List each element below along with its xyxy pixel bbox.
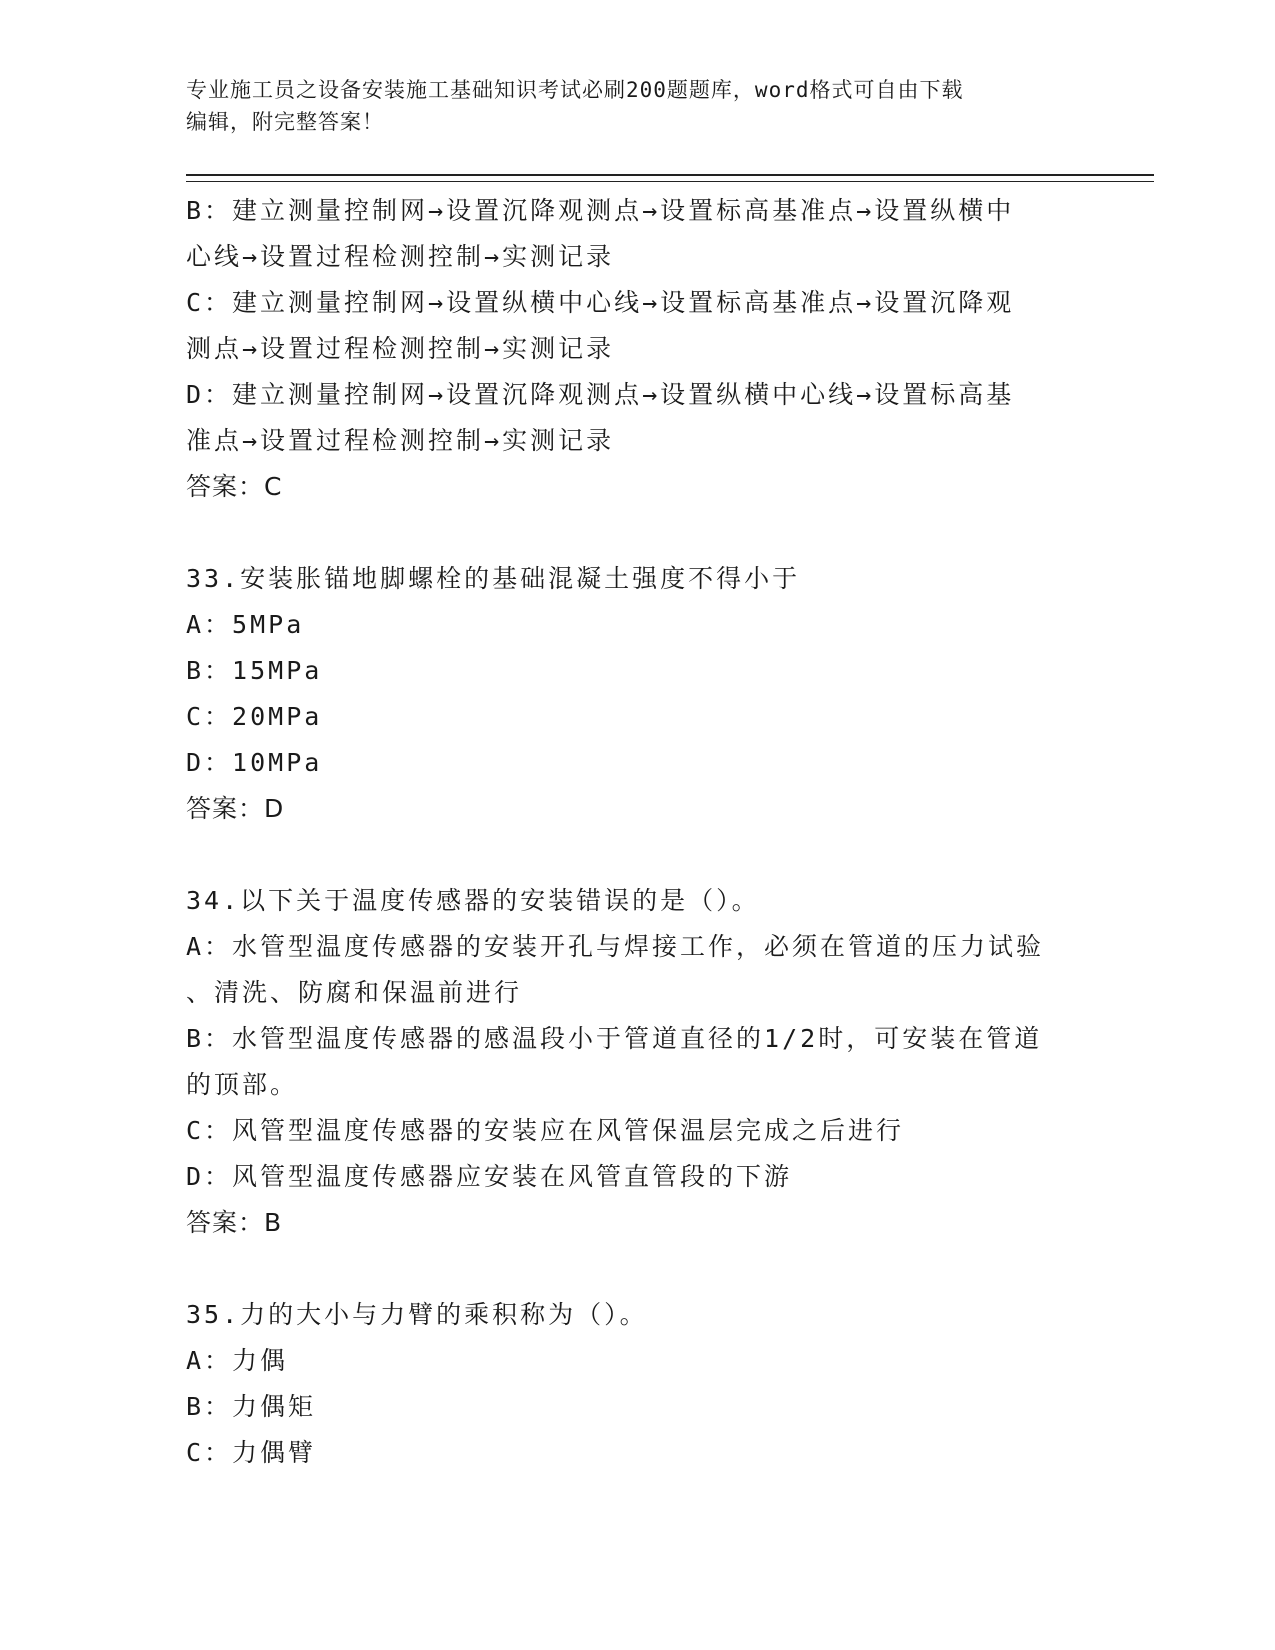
option-c-line-1: C：建立测量控制网→设置纵横中心线→设置标高基准点→设置沉降观 <box>186 288 1015 317</box>
option-d: D：10MPa <box>186 748 323 777</box>
option-b-line-1: B：水管型温度传感器的感温段小于管道直径的1/2时，可安装在管道 <box>186 1024 1043 1053</box>
option-b: B：15MPa <box>186 656 323 685</box>
option-b-line-1: B：建立测量控制网→设置沉降观测点→设置标高基准点→设置纵横中 <box>186 196 1015 225</box>
header-line-2: 编辑，附完整答案！ <box>186 110 384 134</box>
spacer <box>186 1246 1086 1292</box>
option-c: C：力偶臂 <box>186 1438 317 1467</box>
answer-line: 答案：B <box>186 1208 283 1237</box>
question-title: 35.力的大小与力臂的乘积称为（）。 <box>186 1300 648 1329</box>
option-a-line-2: 、清洗、防腐和保温前进行 <box>186 978 523 1007</box>
option-b-line-2: 心线→设置过程检测控制→实测记录 <box>186 242 615 271</box>
option-c-line-2: 测点→设置过程检测控制→实测记录 <box>186 334 615 363</box>
option-a: A：5MPa <box>186 610 305 639</box>
document-header <box>186 74 1086 138</box>
option-a-line-1: A：水管型温度传感器的安装开孔与焊接工作，必须在管道的压力试验 <box>186 932 1045 961</box>
question-title: 33.安装胀锚地脚螺栓的基础混凝土强度不得小于 <box>186 564 801 593</box>
header-rule-thin <box>186 181 1154 182</box>
option-c: C：风管型温度传感器的安装应在风管保温层完成之后进行 <box>186 1116 905 1145</box>
question-title: 34.以下关于温度传感器的安装错误的是（）。 <box>186 886 760 915</box>
option-b-line-2: 的顶部。 <box>186 1070 299 1099</box>
question-34 <box>186 878 1086 1246</box>
answer-line: 答案：D <box>186 794 285 823</box>
spacer <box>186 832 1086 878</box>
option-b: B：力偶矩 <box>186 1392 317 1421</box>
option-c: C：20MPa <box>186 702 323 731</box>
option-d-line-2: 准点→设置过程检测控制→实测记录 <box>186 426 615 455</box>
header-rule-thick <box>186 174 1154 176</box>
header-line-1: 专业施工员之设备安装施工基础知识考试必刷200题题库，word格式可自由下载 <box>186 78 964 102</box>
question-35 <box>186 1292 1086 1476</box>
question-content <box>186 188 1086 1476</box>
option-a: A：力偶 <box>186 1346 289 1375</box>
question-32-options <box>186 188 1086 510</box>
option-d: D：风管型温度传感器应安装在风管直管段的下游 <box>186 1162 793 1191</box>
question-33 <box>186 556 1086 832</box>
answer-line: 答案：C <box>186 472 283 501</box>
spacer <box>186 510 1086 556</box>
option-d-line-1: D：建立测量控制网→设置沉降观测点→设置纵横中心线→设置标高基 <box>186 380 1015 409</box>
